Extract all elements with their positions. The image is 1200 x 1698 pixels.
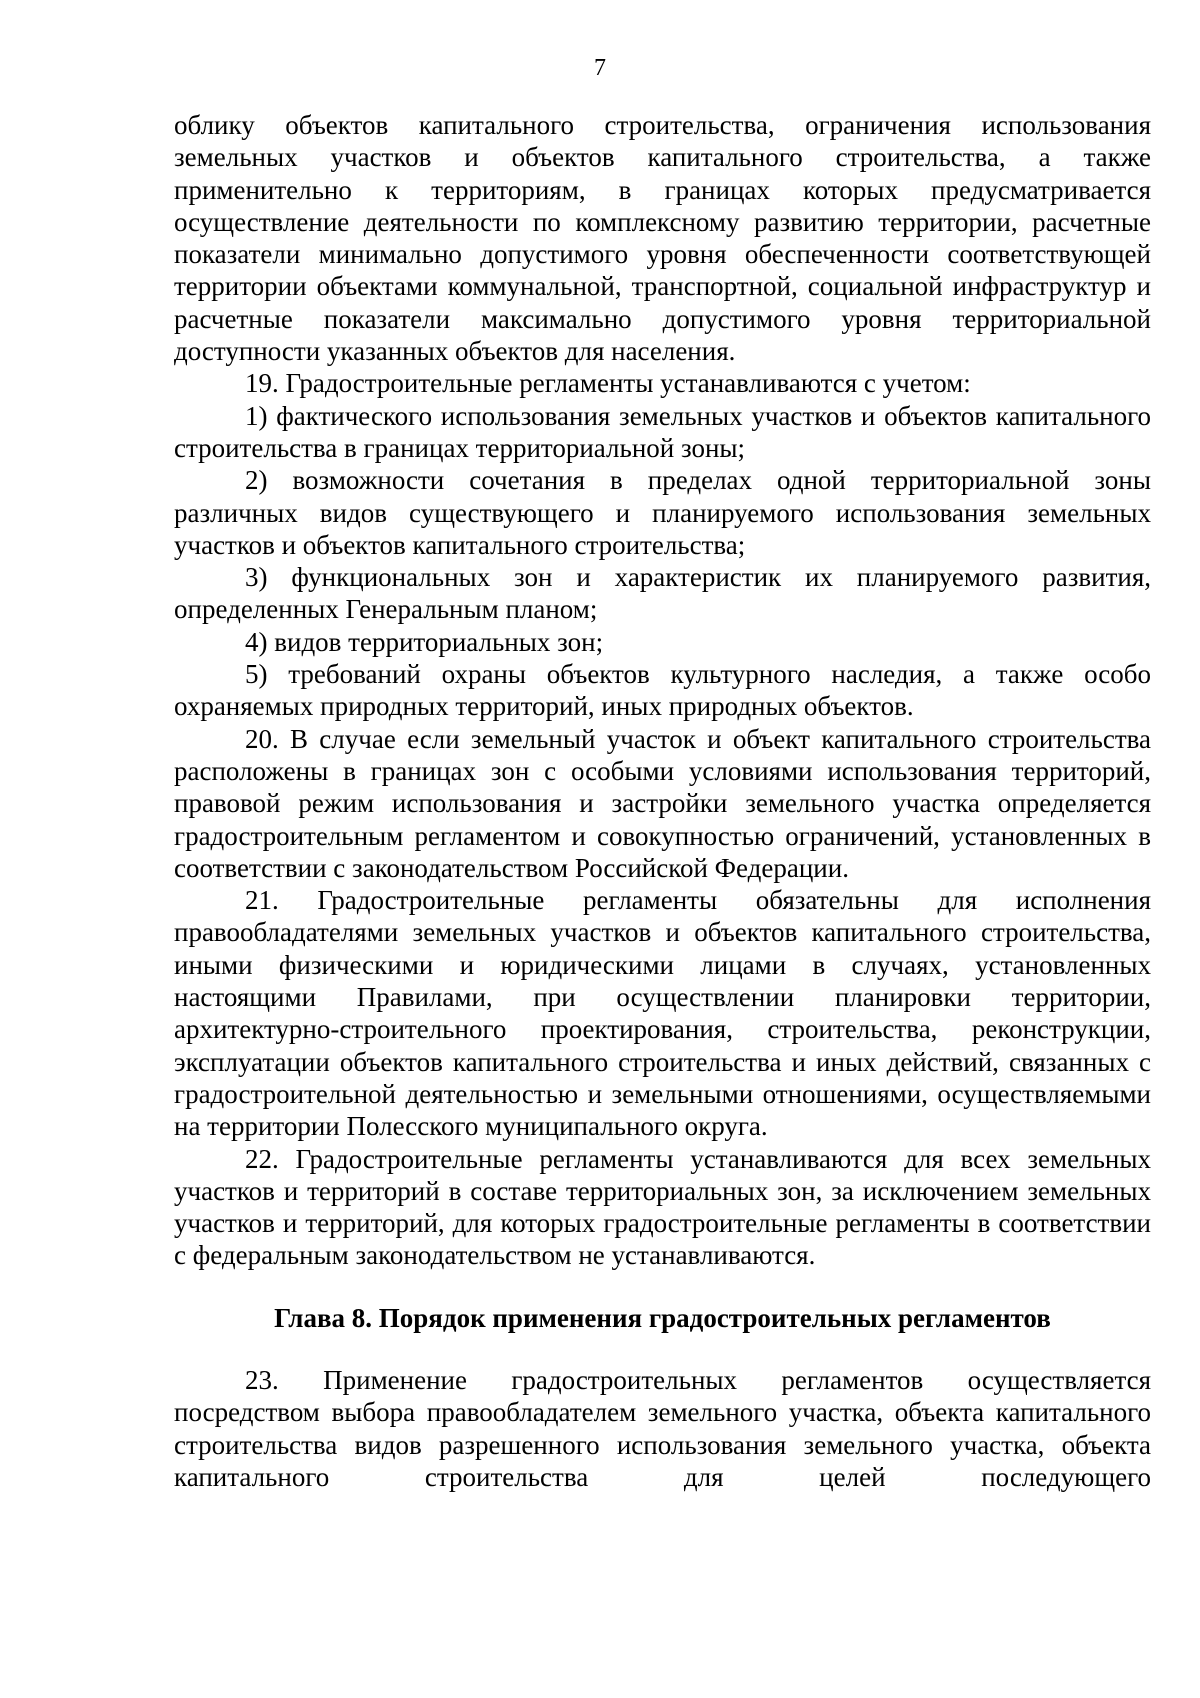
paragraph-continuation: облику объектов капитального строительства, ограничения использования земельных участков и объектов капитального строительства, а также применительно к территориям, в границах которых предусматривается осуществление деятельности по комплексному развитию территории, расчетные показатели минимально допустимого уровня обеспеченности соответствующей территории объектами коммунальной, транспортной, социальной инфраструктур и расчетные показатели максимально допустимого уровня территориальной доступности указанных объектов для населения. (174, 110, 1151, 367)
document-body (174, 109, 1151, 1493)
list-item-19-3: 3) функциональных зон и характеристик их планируемого развития, определенных Генеральным планом; (174, 562, 1151, 625)
paragraph-22: 22. Градостроительные регламенты устанавливаются для всех земельных участков и территорий в составе территориальных зон, за исключением земельных участков и территорий, для которых градостроительные регламенты в соответствии с федеральным законодательством не устанавливаются. (174, 1143, 1151, 1271)
list-item-19-1: 1) фактического использования земельных участков и объектов капитального строительства в границах территориальной зоны; (174, 400, 1151, 463)
chapter-heading: Глава 8. Порядок применения градостроительных регламентов (274, 1302, 1051, 1333)
paragraph-19: 19. Градостроительные регламенты устанавливаются с учетом: (245, 368, 971, 399)
paragraph-23: 23. Применение градостроительных регламентов осуществляется посредством выбора правообладателем земельного участка, объекта капитального строительства видов разрешенного использования земельного участка, объекта капитального строительства для целей последующего (174, 1364, 1151, 1492)
page-number: 7 (594, 55, 606, 81)
list-item-19-4: 4) видов территориальных зон; (245, 626, 604, 657)
list-item-19-5: 5) требований охраны объектов культурного наследия, а также особо охраняемых природных территорий, иных природных объектов. (174, 659, 1151, 722)
paragraph-21: 21. Градостроительные регламенты обязательны для исполнения правообладателями земельных участков и объектов капитального строительства, иными физическими и юридическими лицами в случаях, установленных настоящими Правилами, при осуществлении планировки территории, архитектурно-строительного проектирования, строительства, реконструкции, эксплуатации объектов капитального строительства и иных действий, связанных с градостроительной деятельностью и земельными отношениями, осуществляемыми на территории Полесского муниципального округа. (174, 885, 1151, 1142)
paragraph-20: 20. В случае если земельный участок и объект капитального строительства расположены в границах зон с особыми условиями использования территорий, правовой режим использования и застройки земельного участка определяется градостроительным регламентом и совокупностью ограничений, установленных в соответствии с законодательством Российской Федерации. (174, 723, 1151, 883)
list-item-19-2: 2) возможности сочетания в пределах одной территориальной зоны различных видов существующего и планируемого использования земельных участков и объектов капитального строительства; (174, 465, 1151, 560)
